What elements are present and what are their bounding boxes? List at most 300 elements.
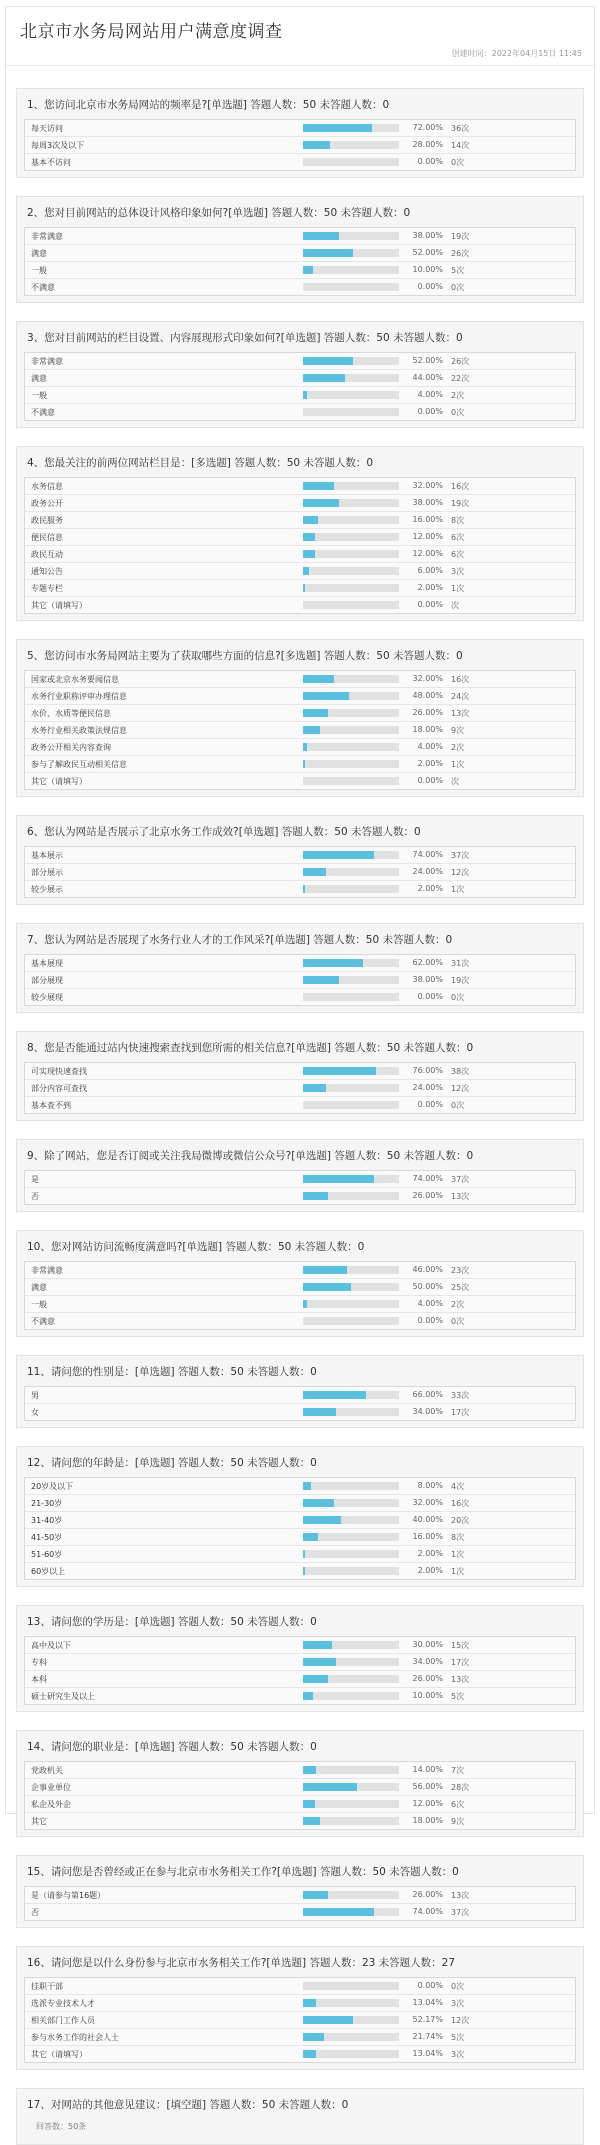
- progress-fill: [303, 1067, 376, 1075]
- progress-track: [303, 1641, 399, 1649]
- page-title: 北京市水务局网站用户满意度调查: [20, 22, 283, 42]
- option-row: [25, 688, 575, 705]
- option-row: [25, 245, 575, 262]
- progress-fill: [303, 266, 313, 274]
- count-value: 0次: [451, 1101, 465, 1110]
- progress-fill: [303, 1175, 374, 1183]
- count-value: 16次: [451, 482, 470, 491]
- percent-value: 14.00%: [412, 1765, 443, 1774]
- progress-track: [303, 1675, 399, 1683]
- progress-track: [303, 408, 399, 416]
- progress-track: [303, 1499, 399, 1507]
- option-label: 基本不访问: [31, 158, 71, 167]
- progress-track: [303, 1533, 399, 1541]
- option-row: [25, 512, 575, 529]
- progress-track: [303, 1550, 399, 1558]
- progress-track: [303, 1999, 399, 2007]
- option-label: 挂职干部: [31, 1982, 63, 1991]
- count-value: 33次: [451, 1391, 470, 1400]
- option-label: 部分展示: [31, 868, 63, 877]
- progress-fill: [303, 1482, 311, 1490]
- option-row: [25, 563, 575, 580]
- progress-track: [303, 1266, 399, 1274]
- option-row: [25, 1279, 575, 1296]
- option-row: [25, 989, 575, 1005]
- percent-value: 0.00%: [417, 1316, 443, 1325]
- question-block: [16, 2088, 584, 2145]
- percent-value: 10.00%: [412, 1691, 443, 1700]
- option-row: [25, 1171, 575, 1188]
- option-row: [25, 1512, 575, 1529]
- question-title: 12、请问您的年龄是：[单选题] 答题人数：50 未答题人数：0: [27, 1457, 317, 1469]
- count-value: 28次: [451, 1783, 470, 1792]
- count-value: 5次: [451, 1692, 465, 1701]
- count-value: 1次: [451, 584, 465, 593]
- progress-fill: [303, 584, 305, 592]
- percent-value: 12.00%: [412, 1799, 443, 1808]
- question-block: [16, 1946, 584, 2070]
- progress-track: [303, 391, 399, 399]
- progress-fill: [303, 675, 334, 683]
- option-row: [25, 1904, 575, 1920]
- progress-fill: [303, 1408, 336, 1416]
- progress-track: [303, 1800, 399, 1808]
- percent-value: 2.00%: [417, 759, 443, 768]
- option-row: [25, 671, 575, 688]
- option-row: [25, 1529, 575, 1546]
- option-list: [24, 1636, 576, 1705]
- count-value: 23次: [451, 1266, 470, 1275]
- option-label: 政务公开: [31, 499, 63, 508]
- option-label: 其它（请填写）: [31, 601, 87, 610]
- progress-fill: [303, 1999, 316, 2007]
- survey-page: [5, 6, 595, 2131]
- option-label: 是（请参与第16题）: [31, 1891, 106, 1900]
- progress-track: [303, 1891, 399, 1899]
- option-row: [25, 404, 575, 420]
- count-value: 0次: [451, 1982, 465, 1991]
- count-value: 6次: [451, 550, 465, 559]
- count-value: 36次: [451, 124, 470, 133]
- progress-fill: [303, 1192, 328, 1200]
- option-row: [25, 955, 575, 972]
- count-value: 2次: [451, 391, 465, 400]
- option-row: [25, 279, 575, 295]
- option-label: 不满意: [31, 408, 55, 417]
- option-label: 政民服务: [31, 516, 63, 525]
- percent-value: 66.00%: [412, 1390, 443, 1399]
- question-title: 6、您认为网站是否展示了北京水务工作成效?[单选题] 答题人数：50 未答题人数：0: [27, 826, 421, 838]
- count-value: 12次: [451, 2016, 470, 2025]
- progress-track: [303, 499, 399, 507]
- percent-value: 16.00%: [412, 515, 443, 524]
- option-list: [24, 670, 576, 790]
- count-value: 17次: [451, 1408, 470, 1417]
- option-row: [25, 1762, 575, 1779]
- progress-fill: [303, 1300, 307, 1308]
- option-row: [25, 228, 575, 245]
- option-label: 基本展示: [31, 851, 63, 860]
- progress-track: [303, 1692, 399, 1700]
- progress-track: [303, 1766, 399, 1774]
- count-value: 20次: [451, 1516, 470, 1525]
- progress-fill: [303, 1783, 357, 1791]
- progress-fill: [303, 1766, 316, 1774]
- progress-track: [303, 743, 399, 751]
- option-row: [25, 262, 575, 279]
- percent-value: 26.00%: [412, 1674, 443, 1683]
- question-title: 7、您认为网站是否展现了水务行业人才的工作风采?[单选题] 答题人数：50 未答题人数：0: [27, 934, 453, 946]
- option-list: [24, 119, 576, 171]
- count-value: 1次: [451, 885, 465, 894]
- count-value: 15次: [451, 1641, 470, 1650]
- progress-track: [303, 1317, 399, 1325]
- progress-track: [303, 1658, 399, 1666]
- option-row: [25, 1313, 575, 1329]
- option-label: 其它: [31, 1817, 47, 1826]
- percent-value: 16.00%: [412, 1532, 443, 1541]
- option-label: 一般: [31, 391, 47, 400]
- percent-value: 52.00%: [412, 356, 443, 365]
- question-block: [16, 321, 584, 428]
- percent-value: 21.74%: [412, 2032, 443, 2041]
- percent-value: 18.00%: [412, 725, 443, 734]
- option-label: 非常满意: [31, 1266, 63, 1275]
- count-value: 37次: [451, 851, 470, 860]
- percent-value: 24.00%: [412, 867, 443, 876]
- option-label: 男: [31, 1391, 39, 1400]
- progress-track: [303, 2033, 399, 2041]
- percent-value: 0.00%: [417, 282, 443, 291]
- option-label: 不满意: [31, 1317, 55, 1326]
- option-label: 女: [31, 1408, 39, 1417]
- percent-value: 6.00%: [417, 566, 443, 575]
- question-block: [16, 1605, 584, 1712]
- progress-track: [303, 1908, 399, 1916]
- option-label: 可实现快速查找: [31, 1067, 87, 1076]
- count-value: 6次: [451, 533, 465, 542]
- progress-track: [303, 232, 399, 240]
- count-value: 13次: [451, 1891, 470, 1900]
- question-block: [16, 196, 584, 303]
- progress-track: [303, 1300, 399, 1308]
- question-block: [16, 1446, 584, 1587]
- count-value: 19次: [451, 976, 470, 985]
- count-value: 1次: [451, 1550, 465, 1559]
- option-label: 水价、水质等便民信息: [31, 709, 111, 718]
- count-value: 37次: [451, 1175, 470, 1184]
- option-row: [25, 1796, 575, 1813]
- progress-track: [303, 516, 399, 524]
- progress-track: [303, 283, 399, 291]
- percent-value: 32.00%: [412, 1498, 443, 1507]
- progress-fill: [303, 743, 307, 751]
- count-value: 16次: [451, 675, 470, 684]
- option-label: 满意: [31, 374, 47, 383]
- option-label: 是: [31, 1175, 39, 1184]
- option-row: [25, 972, 575, 989]
- option-row: [25, 495, 575, 512]
- percent-value: 50.00%: [412, 1282, 443, 1291]
- progress-track: [303, 1391, 399, 1399]
- progress-fill: [303, 1567, 305, 1575]
- option-row: [25, 478, 575, 495]
- percent-value: 56.00%: [412, 1782, 443, 1791]
- count-value: 2次: [451, 743, 465, 752]
- progress-fill: [303, 1800, 315, 1808]
- progress-fill: [303, 516, 318, 524]
- question-block: [16, 1730, 584, 1837]
- count-value: 9次: [451, 726, 465, 735]
- count-value: 12次: [451, 1084, 470, 1093]
- count-value: 19次: [451, 499, 470, 508]
- progress-fill: [303, 567, 309, 575]
- progress-fill: [303, 2050, 316, 2058]
- percent-value: 26.00%: [412, 1890, 443, 1899]
- count-value: 19次: [451, 232, 470, 241]
- progress-track: [303, 1283, 399, 1291]
- count-value: 24次: [451, 692, 470, 701]
- progress-track: [303, 1192, 399, 1200]
- option-row: [25, 756, 575, 773]
- option-row: [25, 1688, 575, 1704]
- option-label: 部分展现: [31, 976, 63, 985]
- progress-track: [303, 2050, 399, 2058]
- progress-track: [303, 533, 399, 541]
- question-block: [16, 1031, 584, 1121]
- progress-fill: [303, 976, 339, 984]
- question-title: 13、请问您的学历是：[单选题] 答题人数：50 未答题人数：0: [27, 1616, 317, 1628]
- progress-fill: [303, 550, 315, 558]
- option-row: [25, 2046, 575, 2062]
- percent-value: 28.00%: [412, 140, 443, 149]
- progress-track: [303, 709, 399, 717]
- option-label: 本科: [31, 1675, 47, 1684]
- progress-fill: [303, 2016, 353, 2024]
- option-label: 私企及外企: [31, 1800, 71, 1809]
- percent-value: 34.00%: [412, 1657, 443, 1666]
- option-label: 其它（请填写）: [31, 777, 87, 786]
- percent-value: 2.00%: [417, 884, 443, 893]
- option-label: 党政机关: [31, 1766, 63, 1775]
- progress-fill: [303, 141, 330, 149]
- option-row: [25, 705, 575, 722]
- option-label: 政民互动: [31, 550, 63, 559]
- option-label: 否: [31, 1908, 39, 1917]
- progress-track: [303, 1982, 399, 1990]
- percent-value: 76.00%: [412, 1066, 443, 1075]
- progress-track: [303, 357, 399, 365]
- option-label: 一般: [31, 1300, 47, 1309]
- question-block: [16, 815, 584, 905]
- progress-track: [303, 1567, 399, 1575]
- question-title: 2、您对目前网站的总体设计风格印象如何?[单选题] 答题人数：50 未答题人数：0: [27, 207, 411, 219]
- count-value: 5次: [451, 266, 465, 275]
- option-label: 非常满意: [31, 232, 63, 241]
- count-value: 7次: [451, 1766, 465, 1775]
- percent-value: 38.00%: [412, 231, 443, 240]
- percent-value: 0.00%: [417, 600, 443, 609]
- option-list: [24, 1977, 576, 2063]
- progress-fill: [303, 692, 349, 700]
- progress-fill: [303, 1266, 347, 1274]
- progress-fill: [303, 533, 315, 541]
- answer-count: 回答数：50条: [36, 2122, 87, 2131]
- count-value: 22次: [451, 374, 470, 383]
- count-value: 3次: [451, 2050, 465, 2059]
- question-title: 10、您对网站访问流畅度满意吗?[单选题] 答题人数：50 未答题人数：0: [27, 1241, 365, 1253]
- option-label: 21-30岁: [31, 1499, 63, 1508]
- option-label: 一般: [31, 266, 47, 275]
- percent-value: 0.00%: [417, 407, 443, 416]
- percent-value: 4.00%: [417, 390, 443, 399]
- header: [6, 7, 594, 66]
- count-value: 1次: [451, 760, 465, 769]
- count-value: 16次: [451, 1499, 470, 1508]
- option-list: [24, 1886, 576, 1921]
- option-row: [25, 1546, 575, 1563]
- option-row: [25, 1387, 575, 1404]
- count-value: 14次: [451, 141, 470, 150]
- count-value: 13次: [451, 709, 470, 718]
- percent-value: 10.00%: [412, 265, 443, 274]
- count-value: 3次: [451, 1999, 465, 2008]
- count-value: 0次: [451, 993, 465, 1002]
- option-row: [25, 864, 575, 881]
- option-label: 水务信息: [31, 482, 63, 491]
- count-value: 2次: [451, 1300, 465, 1309]
- option-row: [25, 1813, 575, 1829]
- question-block: [16, 88, 584, 178]
- percent-value: 74.00%: [412, 850, 443, 859]
- progress-track: [303, 959, 399, 967]
- count-value: 38次: [451, 1067, 470, 1076]
- progress-fill: [303, 851, 374, 859]
- count-value: 0次: [451, 283, 465, 292]
- option-row: [25, 773, 575, 789]
- option-list: [24, 1477, 576, 1580]
- question-block: [16, 1139, 584, 1212]
- option-label: 其它（请填写）: [31, 2050, 87, 2059]
- option-row: [25, 1080, 575, 1097]
- percent-value: 0.00%: [417, 776, 443, 785]
- count-value: 0次: [451, 408, 465, 417]
- percent-value: 52.00%: [412, 248, 443, 257]
- option-list: [24, 352, 576, 421]
- percent-value: 62.00%: [412, 958, 443, 967]
- option-label: 每天访问: [31, 124, 63, 133]
- progress-fill: [303, 482, 334, 490]
- option-list: [24, 227, 576, 296]
- percent-value: 32.00%: [412, 674, 443, 683]
- percent-value: 40.00%: [412, 1515, 443, 1524]
- progress-track: [303, 993, 399, 1001]
- option-row: [25, 1654, 575, 1671]
- percent-value: 48.00%: [412, 691, 443, 700]
- progress-track: [303, 567, 399, 575]
- option-label: 水务行业职称评审办理信息: [31, 692, 127, 701]
- option-label: 高中及以下: [31, 1641, 71, 1650]
- option-label: 满意: [31, 249, 47, 258]
- option-row: [25, 1188, 575, 1204]
- count-value: 次: [451, 777, 459, 786]
- progress-track: [303, 124, 399, 132]
- option-label: 专题专栏: [31, 584, 63, 593]
- option-list: [24, 1386, 576, 1421]
- option-row: [25, 1097, 575, 1113]
- option-list: [24, 954, 576, 1006]
- progress-track: [303, 1516, 399, 1524]
- progress-fill: [303, 391, 307, 399]
- option-label: 非常满意: [31, 357, 63, 366]
- progress-fill: [303, 959, 363, 967]
- percent-value: 30.00%: [412, 1640, 443, 1649]
- question-block: [16, 639, 584, 797]
- count-value: 31次: [451, 959, 470, 968]
- count-value: 5次: [451, 2033, 465, 2042]
- option-label: 专科: [31, 1658, 47, 1667]
- count-value: 6次: [451, 1800, 465, 1809]
- count-value: 1次: [451, 1567, 465, 1576]
- option-list: [24, 1062, 576, 1114]
- progress-track: [303, 1783, 399, 1791]
- survey-results: [6, 66, 594, 2145]
- option-label: 较少展现: [31, 993, 63, 1002]
- question-title: 8、您是否能通过站内快速搜索查找到您所需的相关信息?[单选题] 答题人数：50 未答题人数：0: [27, 1042, 474, 1054]
- option-label: 政务公开相关内容查询: [31, 743, 111, 752]
- percent-value: 0.00%: [417, 1981, 443, 1990]
- option-row: [25, 1637, 575, 1654]
- count-value: 25次: [451, 1283, 470, 1292]
- percent-value: 38.00%: [412, 975, 443, 984]
- option-row: [25, 739, 575, 756]
- count-value: 26次: [451, 357, 470, 366]
- percent-value: 2.00%: [417, 583, 443, 592]
- option-row: [25, 1887, 575, 1904]
- progress-fill: [303, 868, 326, 876]
- option-label: 基本查不到: [31, 1101, 71, 1110]
- percent-value: 24.00%: [412, 1083, 443, 1092]
- progress-fill: [303, 1550, 305, 1558]
- progress-fill: [303, 1516, 341, 1524]
- count-value: 13次: [451, 1675, 470, 1684]
- percent-value: 32.00%: [412, 481, 443, 490]
- percent-value: 13.04%: [412, 1998, 443, 2007]
- progress-track: [303, 868, 399, 876]
- option-row: [25, 120, 575, 137]
- percent-value: 52.17%: [412, 2015, 443, 2024]
- percent-value: 72.00%: [412, 123, 443, 132]
- question-title: 1、您访问北京市水务局网站的频率是?[单选题] 答题人数：50 未答题人数：0: [27, 99, 390, 111]
- percent-value: 46.00%: [412, 1265, 443, 1274]
- option-label: 通知公告: [31, 567, 63, 576]
- option-row: [25, 370, 575, 387]
- count-value: 9次: [451, 1817, 465, 1826]
- option-row: [25, 722, 575, 739]
- option-label: 不满意: [31, 283, 55, 292]
- progress-track: [303, 1084, 399, 1092]
- progress-track: [303, 584, 399, 592]
- option-row: [25, 353, 575, 370]
- count-value: 0次: [451, 1317, 465, 1326]
- option-label: 41-50岁: [31, 1533, 63, 1542]
- progress-fill: [303, 709, 328, 717]
- progress-track: [303, 777, 399, 785]
- progress-fill: [303, 1084, 326, 1092]
- progress-track: [303, 692, 399, 700]
- progress-fill: [303, 760, 305, 768]
- progress-track: [303, 601, 399, 609]
